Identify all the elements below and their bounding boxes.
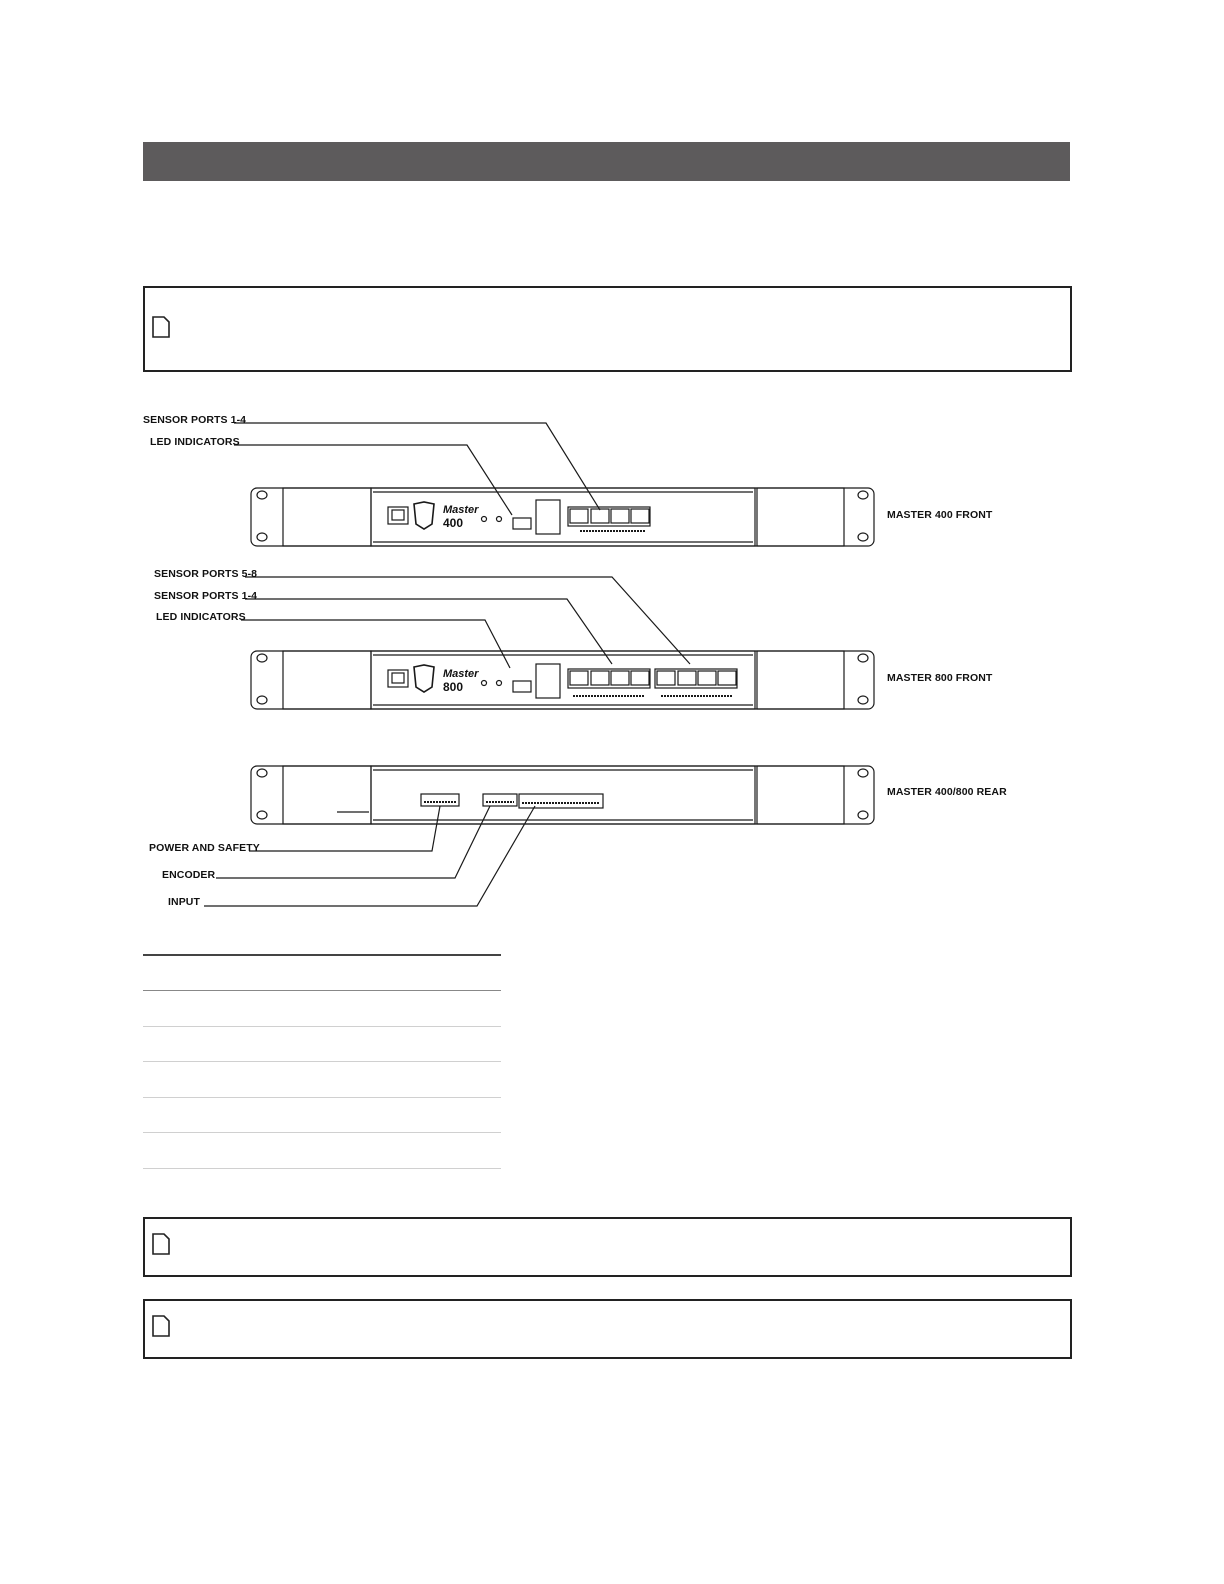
master-800-front-panel <box>251 651 874 709</box>
document-icon <box>151 1232 171 1256</box>
table-row <box>143 1133 501 1169</box>
callout-led-indicators-400: LED INDICATORS <box>150 436 240 448</box>
view-label-master-800-front: MASTER 800 FRONT <box>887 672 993 684</box>
master-400-front-panel <box>251 488 874 546</box>
callout-led-indicators-800: LED INDICATORS <box>156 611 246 623</box>
brand-text-800: Master <box>443 668 479 680</box>
document-icon <box>151 1314 171 1338</box>
callout-sensor-ports-1-4-800: SENSOR PORTS 1-4 <box>154 590 258 602</box>
callout-power-and-safety: POWER AND SAFETY <box>149 842 260 854</box>
table-row <box>143 1027 501 1063</box>
master-rear-panel <box>251 766 874 824</box>
table-row <box>143 1098 501 1134</box>
view-label-master-400-front: MASTER 400 FRONT <box>887 509 993 521</box>
callout-input: INPUT <box>168 896 200 908</box>
table-row <box>143 1062 501 1098</box>
brand-text-400: Master <box>443 504 479 516</box>
note-box-middle <box>143 1217 1072 1277</box>
note-box-bottom <box>143 1299 1072 1359</box>
callout-sensor-ports-1-4-400: SENSOR PORTS 1-4 <box>143 414 247 426</box>
table-header-row <box>143 954 501 991</box>
model-text-400: 400 <box>443 516 464 530</box>
view-label-master-rear: MASTER 400/800 REAR <box>887 786 1007 798</box>
callout-sensor-ports-5-8-800: SENSOR PORTS 5-8 <box>154 568 258 580</box>
callout-encoder: ENCODER <box>162 869 216 881</box>
table-row <box>143 991 501 1027</box>
model-text-800: 800 <box>443 680 464 694</box>
specification-table <box>143 954 501 1169</box>
